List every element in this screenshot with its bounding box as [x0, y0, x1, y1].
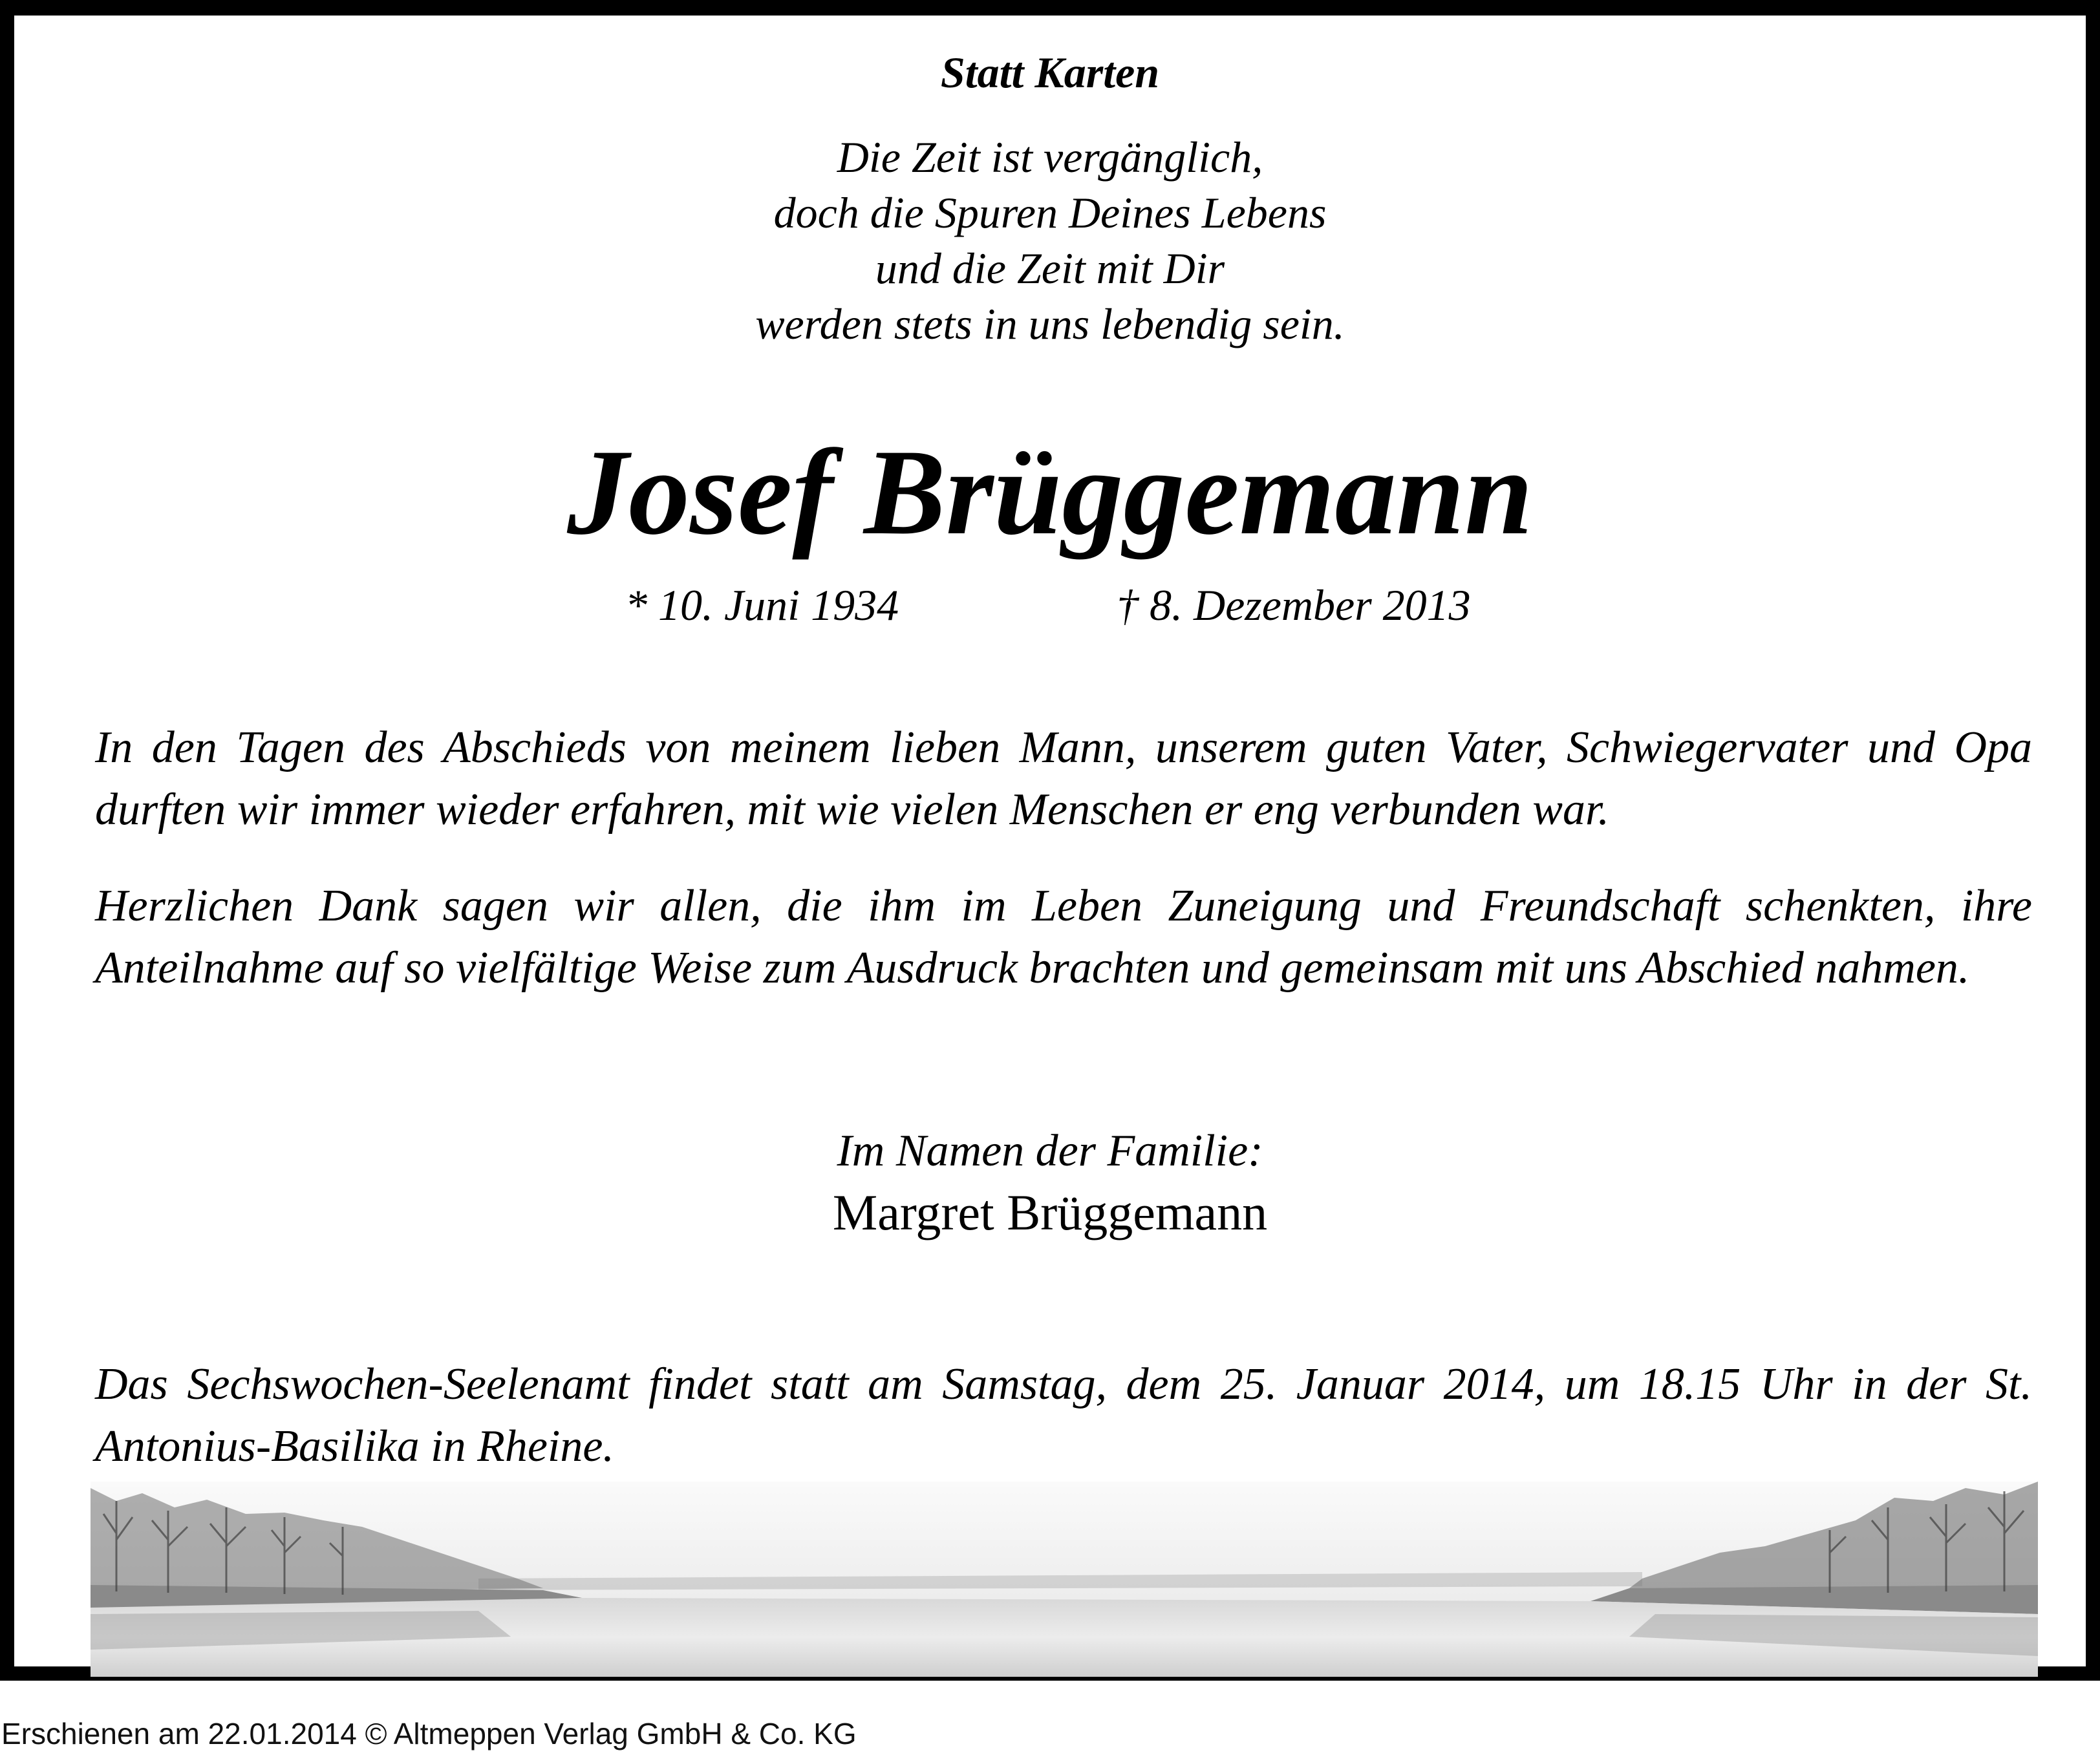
deceased-name: Josef Brüggemann: [567, 425, 1533, 560]
thanks-paragraph: Herzlichen Dank sagen wir allen, die ihm im Leben Zuneigung und Freundschaft schenkten, ihre Anteilnahme auf so vielfältige Weise zum Ausdruck brachten und gemeinsam mit uns Abschied nahmen.: [95, 881, 2032, 993]
poem-line: Die Zeit ist vergänglich,: [837, 133, 1263, 182]
poem-line: und die Zeit mit Dir: [875, 244, 1225, 293]
service-announcement: Das Sechswochen-Seelenamt findet statt am Samstag, dem 25. Januar 2014, um 18.15 Uhr in der St. Antonius-Basilika in Rheine.: [95, 1359, 2032, 1471]
notice-header: Statt Karten: [940, 48, 1160, 97]
birth-date: * 10. Juni 1934: [625, 580, 899, 630]
memorial-poem: [14, 129, 2086, 352]
signer-name: Margret Brüggemann: [832, 1184, 1268, 1240]
publication-credit: Erschienen am 22.01.2014 © Altmeppen Verlag GmbH & Co. KG: [1, 1717, 857, 1750]
thanks-paragraph: In den Tagen des Abschieds von meinem lieben Mann, unserem guten Vater, Schwiegervater und Opa durften wir immer wieder erfahren, mit wie vielen Menschen er eng verbunden war.: [95, 723, 2032, 835]
signoff-label: Im Namen der Familie:: [837, 1126, 1263, 1176]
poem-line: doch die Spuren Deines Lebens: [773, 188, 1327, 237]
death-date: † 8. Dezember 2013: [1117, 580, 1471, 630]
lake-landscape-image: [91, 1482, 2038, 1677]
poem-line: werden stets in uns lebendig sein.: [755, 299, 1345, 348]
